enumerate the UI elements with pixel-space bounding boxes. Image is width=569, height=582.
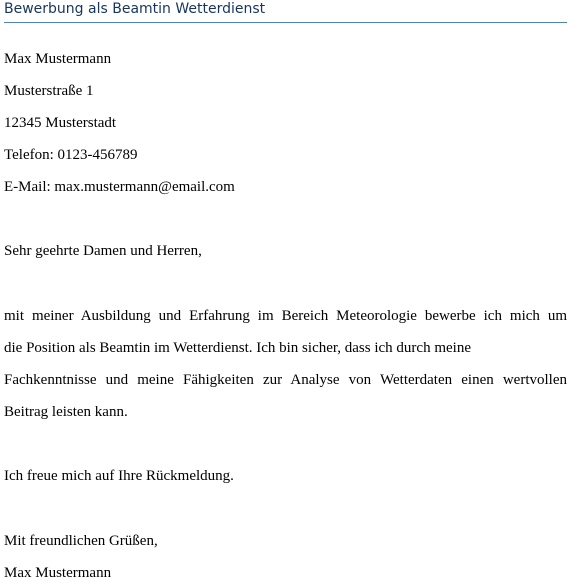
- closing-phrase: Mit freundlichen Grüßen,: [4, 533, 158, 549]
- sender-email: E-Mail: max.mustermann@email.com: [4, 179, 235, 195]
- sender-street: Musterstraße 1: [4, 83, 94, 99]
- sender-phone: Telefon: 0123-456789: [4, 147, 138, 163]
- salutation: Sehr geehrte Damen und Herren,: [4, 243, 202, 259]
- body-line: die Position als Beamtin im Wetterdienst. Ich bin sicher, dass ich durch meine: [4, 340, 471, 356]
- closing-sentence: Ich freue mich auf Ihre Rückmeldung.: [4, 468, 234, 484]
- page-header: [4, 0, 567, 23]
- body-line: Beitrag leisten kann.: [4, 404, 128, 420]
- signature: Max Mustermann: [4, 565, 112, 581]
- body-line: mit meiner Ausbildung und Erfahrung im Bereich Meteorologie bewerbe ich mich um: [4, 308, 567, 324]
- body-line: Fachkenntnisse und meine Fähigkeiten zur Analyse von Wetterdaten einen wertvollen: [4, 372, 567, 388]
- sender-name: Max Mustermann: [4, 51, 112, 67]
- sender-city: 12345 Musterstadt: [4, 115, 117, 131]
- page-title: Bewerbung als Beamtin Wetterdienst: [4, 1, 266, 17]
